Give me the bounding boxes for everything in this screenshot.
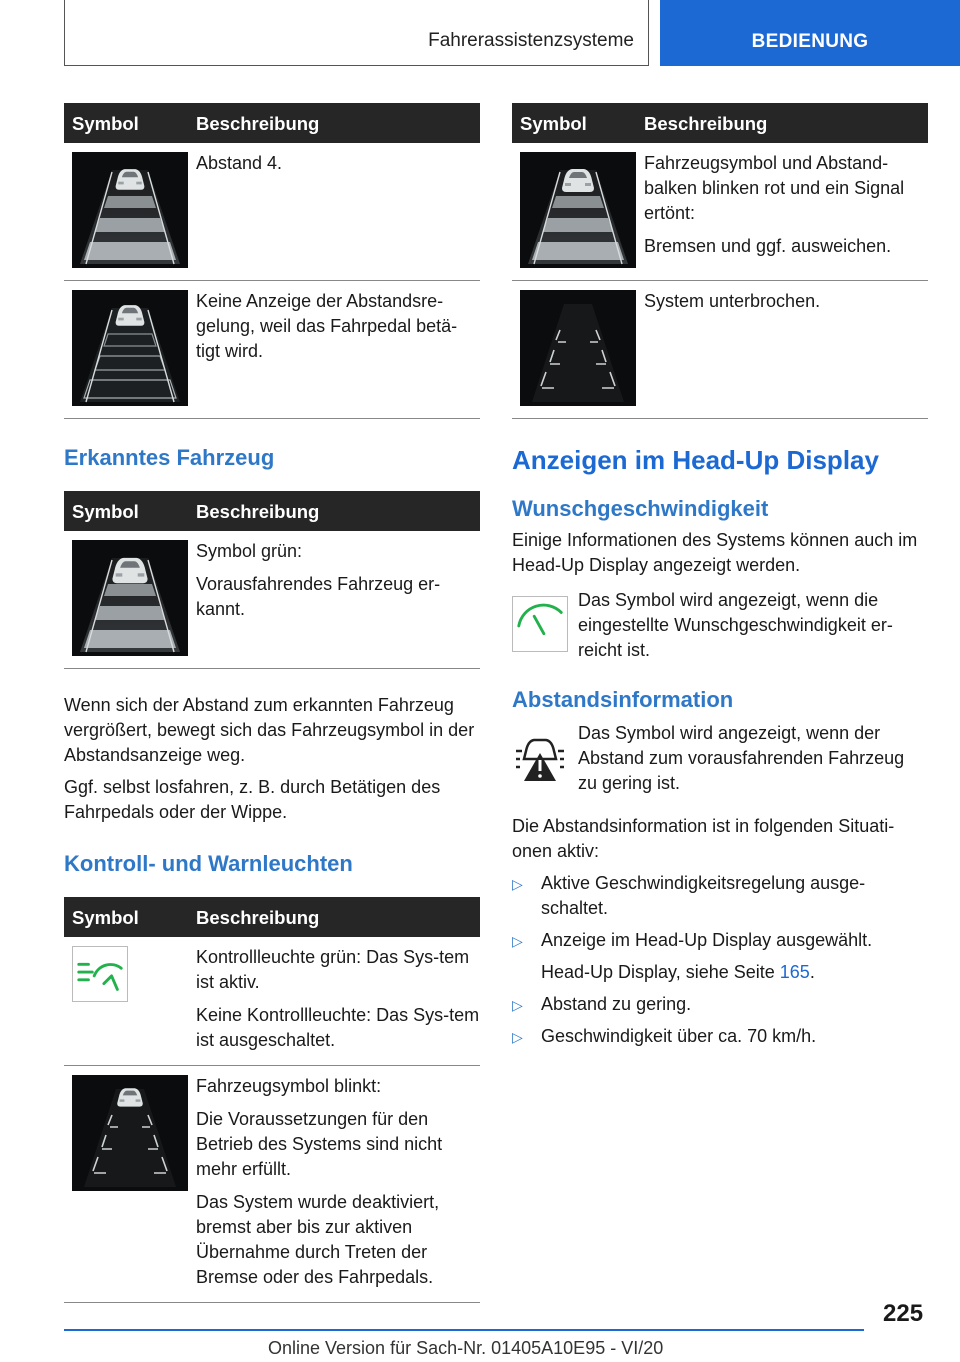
- row-description: System unterbrochen.: [644, 291, 821, 311]
- table-row: [512, 143, 928, 281]
- speed-symbol-row: [512, 588, 928, 663]
- table-head-symbol: Symbol: [64, 897, 188, 937]
- list-item: ▷ Aktive Geschwindigkeitsregelung ausge-schaltet.: [512, 873, 866, 918]
- table-row: [64, 531, 480, 669]
- header-section-box: [64, 0, 649, 66]
- table-head-description: Beschreibung: [188, 103, 480, 143]
- triangle-bullet-icon: ▷: [512, 933, 523, 949]
- row-description: Das System wurde deaktiviert, bremst aber bis zur aktiven Übernahme durch Treten der Bremse oder des Fahrpedals.: [196, 1192, 440, 1287]
- paragraph-drive-off: Ggf. selbst losfahren, z. B. durch Betätigen des Fahrpedals oder der Wippe.: [64, 777, 441, 822]
- distance-table: [64, 103, 480, 419]
- row-description: Bremsen und ggf. ausweichen.: [644, 236, 892, 256]
- distance-symbol-text: Das Symbol wird angezeigt, wenn der Abstand zum vorausfahrenden Fahrzeug zu gering ist.: [578, 723, 905, 793]
- list-item: ▷ Geschwindigkeit über ca. 70 km/h.: [512, 1024, 928, 1049]
- page-link[interactable]: 165: [779, 962, 810, 982]
- table-head-symbol: Symbol: [64, 491, 188, 531]
- distance-no-control-icon: [72, 290, 188, 406]
- row-description: Symbol grün:: [196, 541, 303, 561]
- triangle-bullet-icon: ▷: [512, 1029, 523, 1045]
- list-item: ▷ Anzeige im Head-Up Display ausgewählt. Head-Up Display, siehe Seite 165.: [512, 928, 928, 985]
- speed-symbol-text: Das Symbol wird angezeigt, wenn die eingestellte Wunschgeschwindigkeit er-reicht ist.: [578, 590, 893, 660]
- paragraph-distance-grows: Wenn sich der Abstand zum erkannten Fahrzeug vergrößert, bewegt sich das Fahrzeugsymbol in der Abstandsanzeige weg.: [64, 695, 475, 765]
- cross-reference: Head-Up Display, siehe Seite 165.: [541, 962, 815, 982]
- footer-divider: [64, 1329, 864, 1331]
- distance-warning-icon: [512, 729, 568, 785]
- table-row: [64, 1066, 480, 1303]
- table-head-description: Beschreibung: [188, 897, 480, 937]
- distance-conditions-list: [512, 871, 928, 1049]
- row-description: Keine Kontrollleuchte: Das Sys-tem ist ausgeschaltet.: [196, 1005, 480, 1050]
- indicator-lights-table: [64, 897, 480, 1303]
- row-description: Keine Anzeige der Abstandsre-gelung, weil das Fahrpedal betä-tigt wird.: [196, 291, 458, 361]
- right-column: [512, 103, 928, 1049]
- header-tab-label: BEDIENUNG: [751, 31, 869, 52]
- paragraph-hud-intro: Einige Informationen des Systems können auch im Head-Up Display angezeigt werden.: [512, 530, 918, 575]
- table-row: [512, 281, 928, 419]
- distance-4-icon: [72, 152, 188, 268]
- table-row: [64, 281, 480, 419]
- subheading-desired-speed: Wunschgeschwindigkeit: [512, 496, 769, 521]
- footer-online-version: Online Version für Sach-Nr. 01405A10E95 - VI/20: [268, 1338, 664, 1358]
- desired-speed-hud-icon: [512, 596, 568, 652]
- row-description: Fahrzeugsymbol und Abstand-balken blinken rot und ein Signal ertönt:: [644, 153, 905, 223]
- vehicle-blinking-icon: [72, 1075, 188, 1191]
- paragraph-distance-active: Die Abstandsinformation ist in folgenden Situati-onen aktiv:: [512, 816, 895, 861]
- table-row: [64, 937, 480, 1066]
- page-number: 225: [883, 1300, 924, 1327]
- left-column: [64, 103, 480, 1303]
- table-head-symbol: Symbol: [64, 103, 188, 143]
- table-head-description: Beschreibung: [636, 103, 928, 143]
- header-tab[interactable]: [660, 0, 960, 66]
- warning-table: [512, 103, 928, 419]
- row-description: Die Voraussetzungen für den Betrieb des Systems sind nicht mehr erfüllt.: [196, 1109, 443, 1179]
- header-section-title: Fahrerassistenzsysteme: [428, 30, 634, 51]
- table-head-symbol: Symbol: [512, 103, 636, 143]
- vehicle-red-warning-icon: [520, 152, 636, 268]
- row-description: Fahrzeugsymbol blinkt:: [196, 1076, 382, 1096]
- system-interrupted-icon: [520, 290, 636, 406]
- table-head-description: Beschreibung: [188, 491, 480, 531]
- section-heading-hud: Anzeigen im Head-Up Display: [512, 445, 879, 475]
- section-heading-indicator-lights: Kontroll- und Warnleuchten: [64, 851, 353, 876]
- subheading-distance-info: Abstandsinformation: [512, 687, 734, 712]
- row-description: Kontrollleuchte grün: Das Sys-tem ist aktiv.: [196, 947, 470, 992]
- cruise-control-indicator-icon: [72, 946, 128, 1002]
- distance-symbol-row: [512, 721, 928, 796]
- detected-vehicle-table: [64, 491, 480, 669]
- triangle-bullet-icon: ▷: [512, 997, 523, 1013]
- section-heading-detected-vehicle: Erkanntes Fahrzeug: [64, 445, 275, 470]
- list-item: ▷ Abstand zu gering.: [512, 992, 928, 1017]
- vehicle-detected-icon: [72, 540, 188, 656]
- table-row: [64, 143, 480, 281]
- row-description: Vorausfahrendes Fahrzeug er-kannt.: [196, 574, 441, 619]
- triangle-bullet-icon: ▷: [512, 876, 523, 892]
- row-description: Abstand 4.: [196, 153, 283, 173]
